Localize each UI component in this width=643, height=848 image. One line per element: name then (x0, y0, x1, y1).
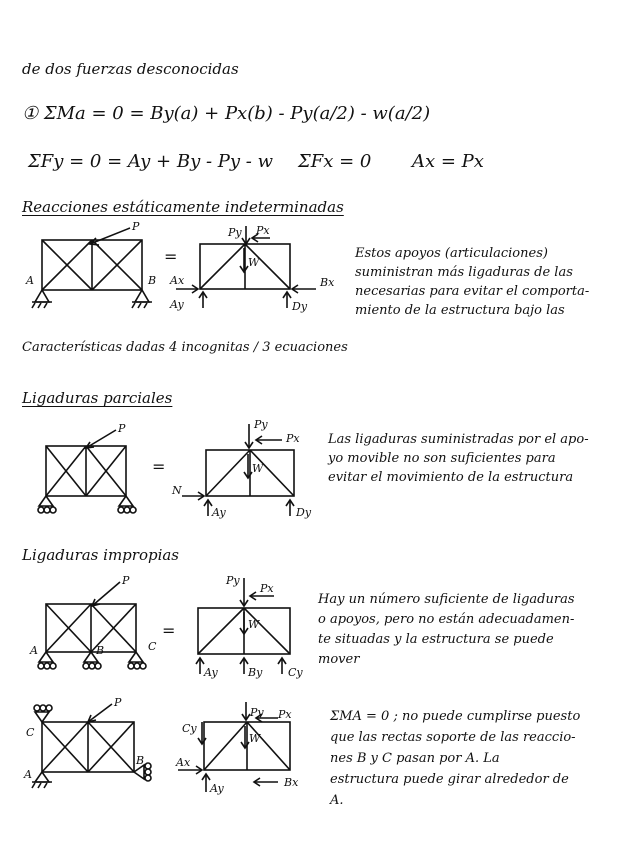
pin-support-b (132, 290, 152, 308)
label-c: C (148, 640, 157, 653)
truss-three-rollers (46, 604, 136, 652)
label-cy: Cy (288, 666, 303, 679)
label-ay: Ay (212, 506, 226, 519)
note-line: o apoyos, pero no están adecuadamen- (318, 612, 575, 627)
sum-fy-equation: ΣFy = 0 = Ay + By - Py - w (28, 151, 273, 172)
label-b: B (96, 644, 105, 657)
label-ay: Ay (170, 298, 184, 311)
label-ax: Ax (170, 274, 185, 287)
label-p: P (122, 574, 130, 587)
equals-sign: = (162, 621, 176, 640)
equals-sign: = (152, 457, 166, 476)
label-n: N (172, 484, 182, 497)
note-line: suministran más ligaduras de las (355, 265, 573, 280)
section2-note (328, 430, 589, 487)
label-dy: Dy (296, 506, 312, 519)
label-w: W (249, 732, 261, 745)
label-px: Px (278, 708, 292, 721)
label-py: Py (254, 418, 268, 431)
label-p: P (118, 422, 126, 435)
section4-note (330, 706, 580, 811)
note-line: Hay un número suficiente de ligaduras (318, 592, 575, 607)
label-w: W (252, 462, 264, 475)
section2-figure (20, 416, 330, 526)
note-line: necesarias para evitar el comporta- (355, 284, 590, 299)
section1-note (355, 244, 589, 320)
bx-arrow (254, 778, 278, 786)
px-arrow (256, 714, 278, 722)
label-cy: Cy (182, 722, 197, 735)
ax-equation: Ax = Px (412, 151, 484, 172)
ay-arrow (202, 774, 210, 792)
cy-arrow (198, 722, 206, 744)
dy-arrow (286, 500, 294, 516)
load-p-arrow (92, 582, 120, 606)
truss-roller-supports (46, 446, 126, 496)
section3-heading: Ligaduras impropias (22, 546, 180, 564)
label-a: A (26, 274, 34, 287)
load-p-arrow (88, 704, 112, 722)
label-bx: Bx (284, 776, 299, 789)
py-arrow (242, 702, 250, 720)
note-line: mover (318, 652, 360, 667)
equals-sign: = (164, 247, 178, 266)
section1-figure (20, 222, 350, 322)
label-b: B (148, 274, 157, 287)
note-line: miento de la estructura bajo las (355, 303, 565, 318)
roller-support-a (38, 652, 56, 669)
ay-arrow (204, 500, 212, 516)
truss-pin-and-rollers (42, 722, 134, 772)
py-arrow (242, 226, 250, 244)
note-line: estructura puede girar alrededor de (330, 772, 569, 787)
roller-support-c-top (34, 705, 52, 722)
note-line: yo movible no son suficientes para (328, 451, 556, 466)
label-c: C (26, 726, 35, 739)
truss-fixed-supports (42, 240, 142, 290)
load-p-arrow (90, 228, 130, 245)
roller-support-right (118, 496, 136, 513)
note-line: que las rectas soporte de las reaccio- (330, 730, 576, 745)
label-w: W (248, 256, 260, 269)
note-line: evitar el movimiento de la estructura (328, 470, 574, 485)
free-body-truss (200, 244, 290, 289)
by-arrow (240, 658, 248, 674)
note-line: ΣMA = 0 ; no puede cumplirse puesto (330, 709, 581, 724)
bx-arrow (292, 285, 316, 293)
label-by: By (248, 666, 263, 679)
label-py: Py (226, 574, 240, 587)
label-p: P (114, 696, 122, 709)
label-px: Px (260, 582, 274, 595)
note-line: A. (330, 793, 344, 808)
pin-support-a (32, 290, 52, 308)
label-py: Py (228, 226, 242, 239)
ay-arrow (196, 658, 204, 674)
w-arrow (240, 612, 248, 634)
n-arrow (182, 492, 204, 500)
label-px: Px (286, 432, 300, 445)
py-arrow (245, 424, 253, 448)
note-line: nes B y C pasan por A. La (330, 751, 500, 766)
px-arrow (256, 436, 282, 444)
cy-arrow (278, 658, 286, 674)
section3-figure (20, 570, 320, 690)
label-b: B (136, 754, 145, 767)
ay-arrow (199, 292, 207, 308)
dy-arrow (283, 292, 291, 308)
label-a: A (24, 768, 32, 781)
roller-support-c (128, 652, 146, 669)
label-ax: Ax (176, 756, 191, 769)
label-py: Py (250, 706, 264, 719)
label-px: Px (256, 224, 270, 237)
sum-fx-equation: ΣFx = 0 (298, 151, 372, 172)
note-line: te situadas y la estructura se puede (318, 632, 554, 647)
label-w: W (248, 618, 260, 631)
label-bx: Bx (320, 276, 335, 289)
note-line: Las ligaduras suministradas por el apo- (328, 432, 589, 447)
intro-line: de dos fuerzas desconocidas (22, 60, 239, 78)
label-ay: Ay (204, 666, 218, 679)
section4-figure (16, 696, 316, 806)
label-dy: Dy (292, 300, 308, 313)
label-ay: Ay (210, 782, 224, 795)
section3-note (318, 590, 575, 670)
section2-heading: Ligaduras parciales (22, 389, 173, 407)
roller-support-left (38, 496, 56, 513)
note-line: Estos apoyos (articulaciones) (355, 246, 548, 261)
label-a: A (30, 644, 38, 657)
section1-caption: Características dadas 4 incognitas / 3 ecuaciones (22, 340, 348, 355)
pin-support-a (32, 772, 52, 788)
moment-equation: ① ΣMa = 0 = By(a) + Px(b) - Py(a/2) - w(a/2) (22, 103, 431, 124)
free-body-truss (206, 450, 294, 496)
w-arrow (240, 248, 248, 272)
py-arrow (240, 578, 248, 606)
section1-heading: Reacciones estáticamente indeterminadas (22, 198, 344, 216)
label-p: P (132, 220, 140, 233)
